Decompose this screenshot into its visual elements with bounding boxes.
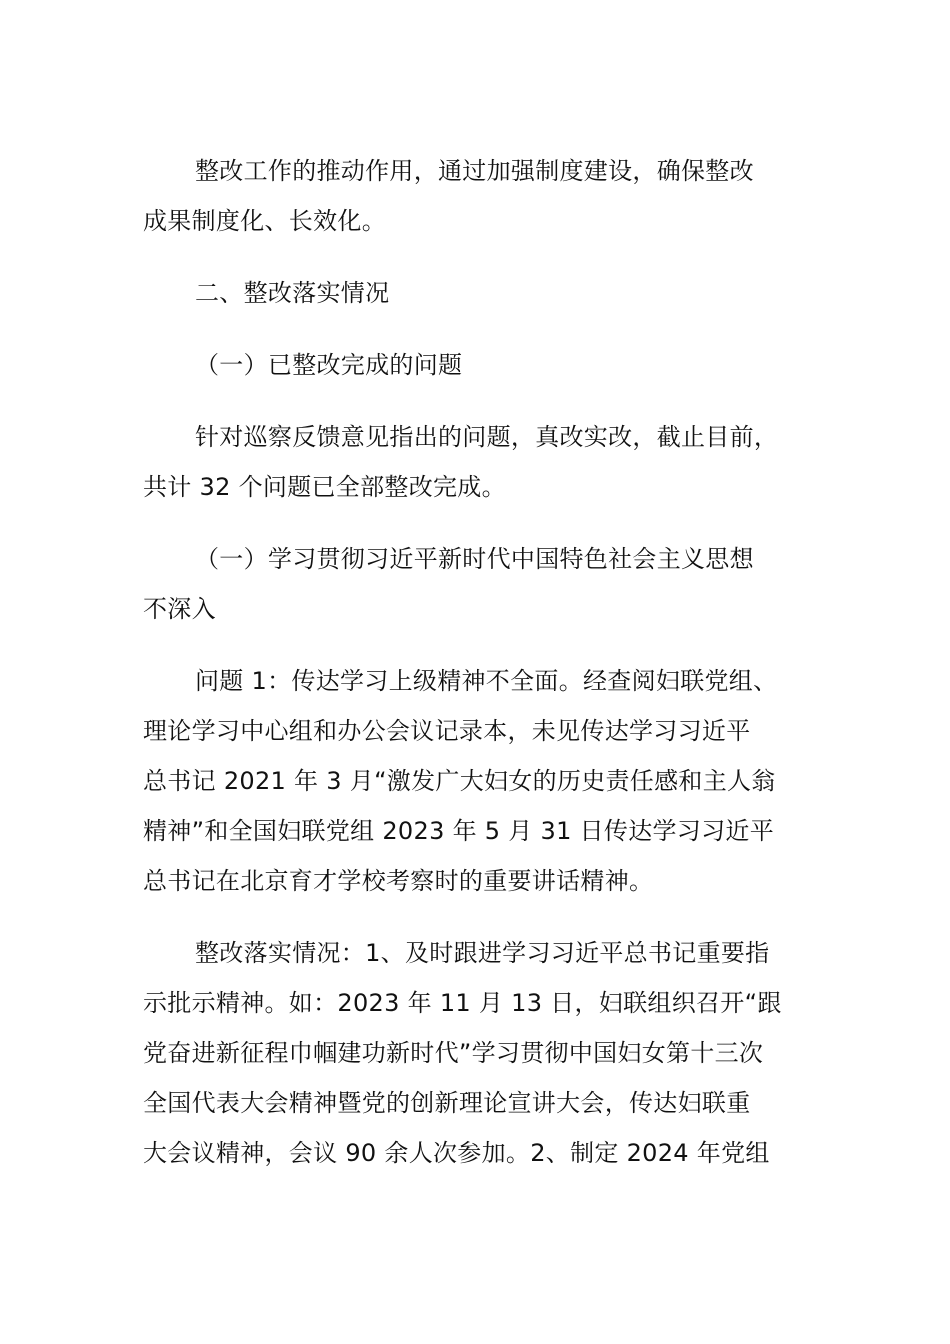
text-line: （一）已整改完成的问题 [195,351,463,379]
paragraph-completion-summary [143,412,808,512]
text-line: 问题 1：传达学习上级精神不全面。经查阅妇联党组、 [195,667,778,695]
text-line: 整改落实情况：1、及时跟进学习习近平总书记重要指 [195,939,770,967]
text-line: （一）学习贯彻习近平新时代中国特色社会主义思想 [195,545,754,573]
text-line: 示批示精神。如：2023 年 11 月 13 日，妇联组织召开“跟 [143,989,782,1017]
text-line: 共计 32 个问题已全部整改完成。 [143,473,506,501]
text-line: 党奋进新征程巾帼建功新时代”学习贯彻中国妇女第十三次 [143,1039,764,1067]
section-heading-rectification-status [143,268,808,318]
text-line: 二、整改落实情况 [195,279,390,307]
text-line: 大会议精神，会议 90 余人次参加。2、制定 2024 年党组 [143,1139,770,1167]
paragraph-issue-1 [143,656,808,906]
text-line: 全国代表大会精神暨党的创新理论宣讲大会，传达妇联重 [143,1089,751,1117]
text-line: 总书记 2021 年 3 月“激发广大妇女的历史责任感和主人翁 [143,767,776,795]
document-body [143,146,808,1178]
subsection-heading-completed-issues [143,340,808,390]
paragraph-rectification-actions [143,928,808,1178]
text-line: 不深入 [143,595,216,623]
text-line: 理论学习中心组和办公会议记录本，未见传达学习习近平 [143,717,751,745]
text-line: 针对巡察反馈意见指出的问题，真改实改，截止目前， [195,423,779,451]
text-line: 总书记在北京育才学校考察时的重要讲话精神。 [143,867,654,895]
subsection-heading-study-thought [143,534,808,634]
text-line: 整改工作的推动作用，通过加强制度建设，确保整改 [195,157,754,185]
paragraph-rectification-effect [143,146,808,246]
text-line: 成果制度化、长效化。 [143,207,386,235]
text-line: 精神”和全国妇联党组 2023 年 5 月 31 日传达学习习近平 [143,817,774,845]
